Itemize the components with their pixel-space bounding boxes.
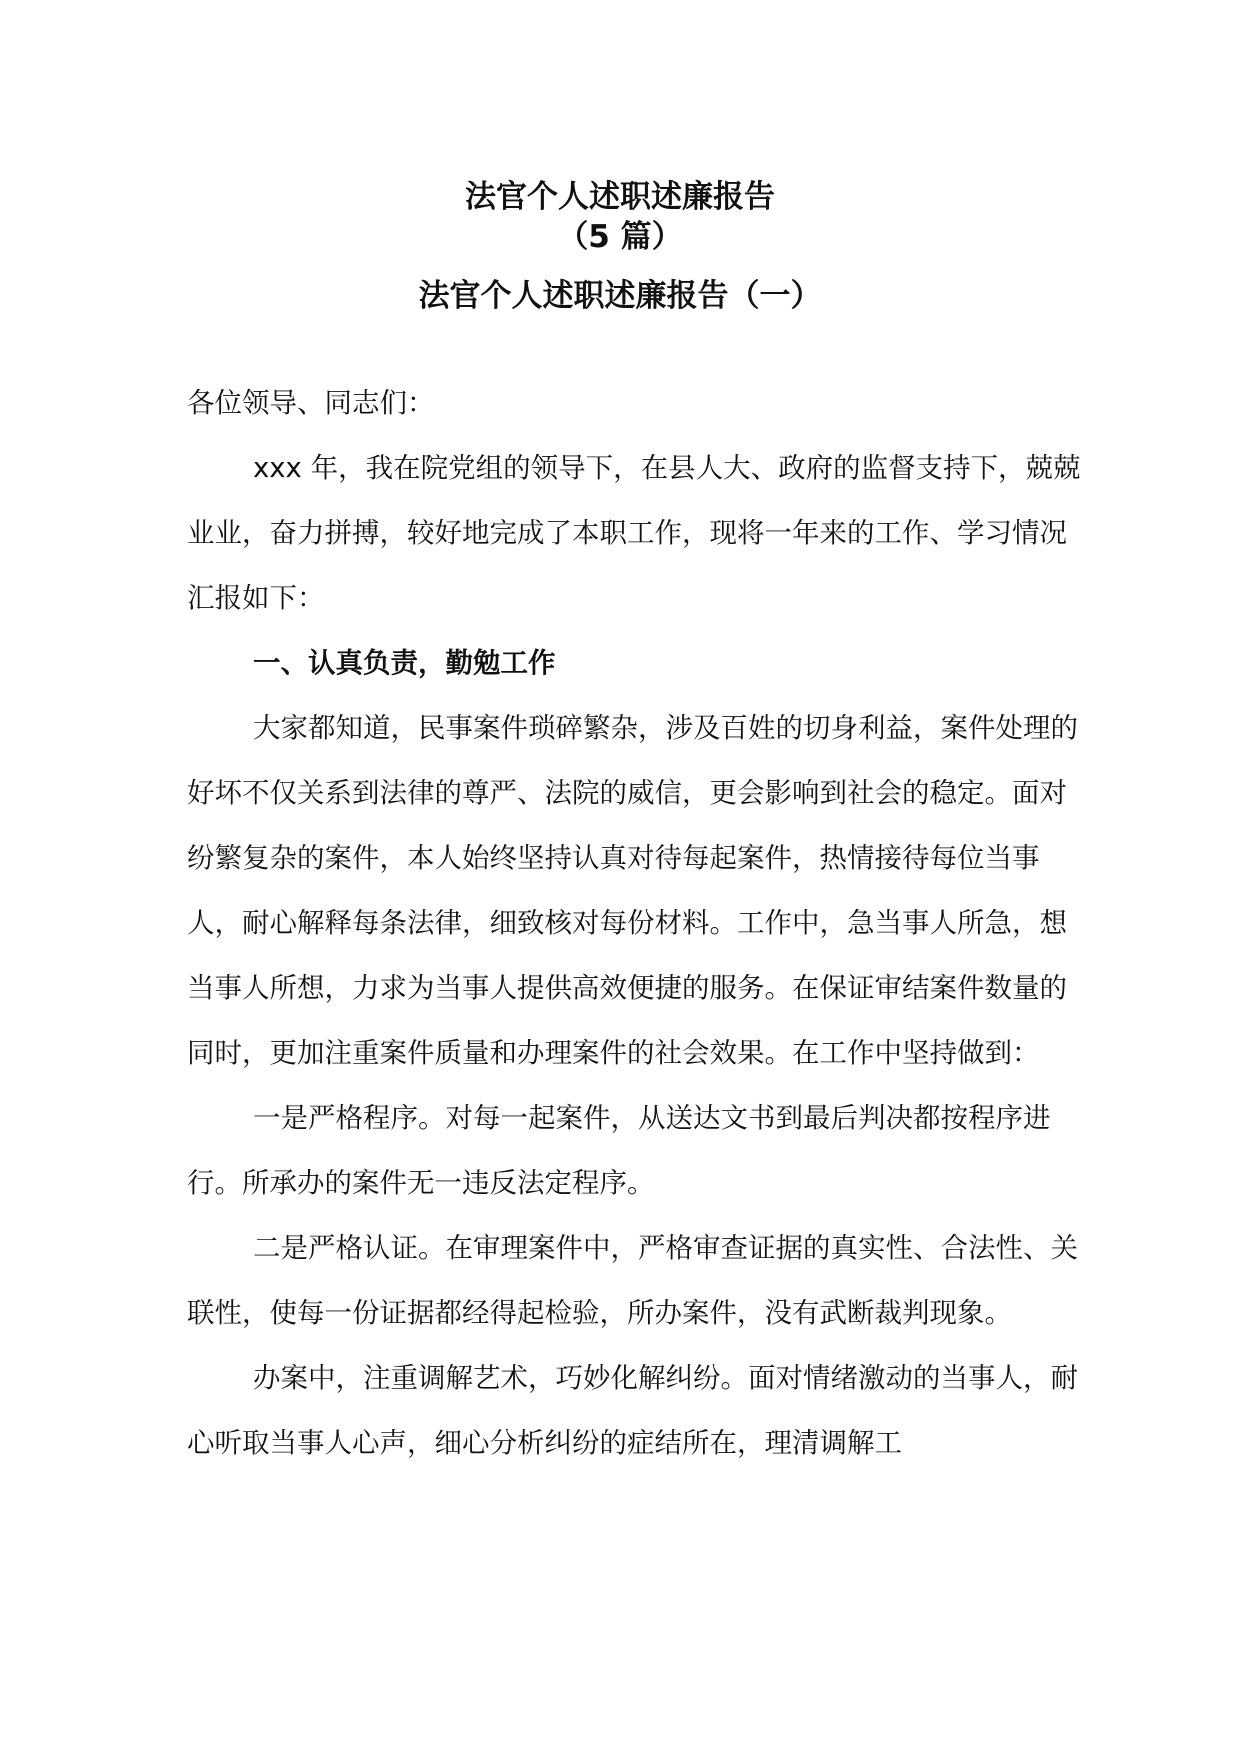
paragraph: 大家都知道，民事案件琐碎繁杂，涉及百姓的切身利益，案件处理的好坏不仅关系到法律的尊严、法院的威信，更会影响到社会的稳定。面对纷繁复杂的案件，本人始终坚持认真对待每起案件，热情接待每位当事人，耐心解释每条法律，细致核对每份材料。工作中，急当事人所急，想当事人所想，力求为当事人提供高效便捷的服务。在保证审结案件数量的同时，更加注重案件质量和办理案件的社会效果。在工作中坚持做到： bbox=[187, 712, 1078, 1069]
paragraph-intro: xxx 年，我在院党组的领导下，在县人大、政府的监督支持下，兢兢业业，奋力拼搏，较好地完成了本职工作，现将一年来的工作、学习情况汇报如下： bbox=[187, 452, 1081, 614]
section-title: 法官个人述职述廉报告（一） bbox=[418, 278, 822, 314]
salutation: 各位领导、同志们： bbox=[187, 387, 435, 419]
paragraph: 办案中，注重调解艺术，巧妙化解纠纷。面对情绪激动的当事人，耐心听取当事人心声，细心分析纠纷的症结所在，理清调解工 bbox=[187, 1362, 1078, 1459]
document-title: 法官个人述职述廉报告 bbox=[465, 179, 775, 215]
document-subtitle: （5 篇） bbox=[557, 219, 683, 255]
paragraph: 二是严格认证。在审理案件中，严格审查证据的真实性、合法性、关联性，使每一份证据都经得起检验，所办案件，没有武断裁判现象。 bbox=[187, 1232, 1078, 1329]
section-heading: 一、认真负责，勤勉工作 bbox=[253, 647, 556, 679]
paragraph: 一是严格程序。对每一起案件，从送达文书到最后判决都按程序进行。所承办的案件无一违反法定程序。 bbox=[187, 1102, 1051, 1199]
document-body bbox=[187, 371, 1087, 1476]
